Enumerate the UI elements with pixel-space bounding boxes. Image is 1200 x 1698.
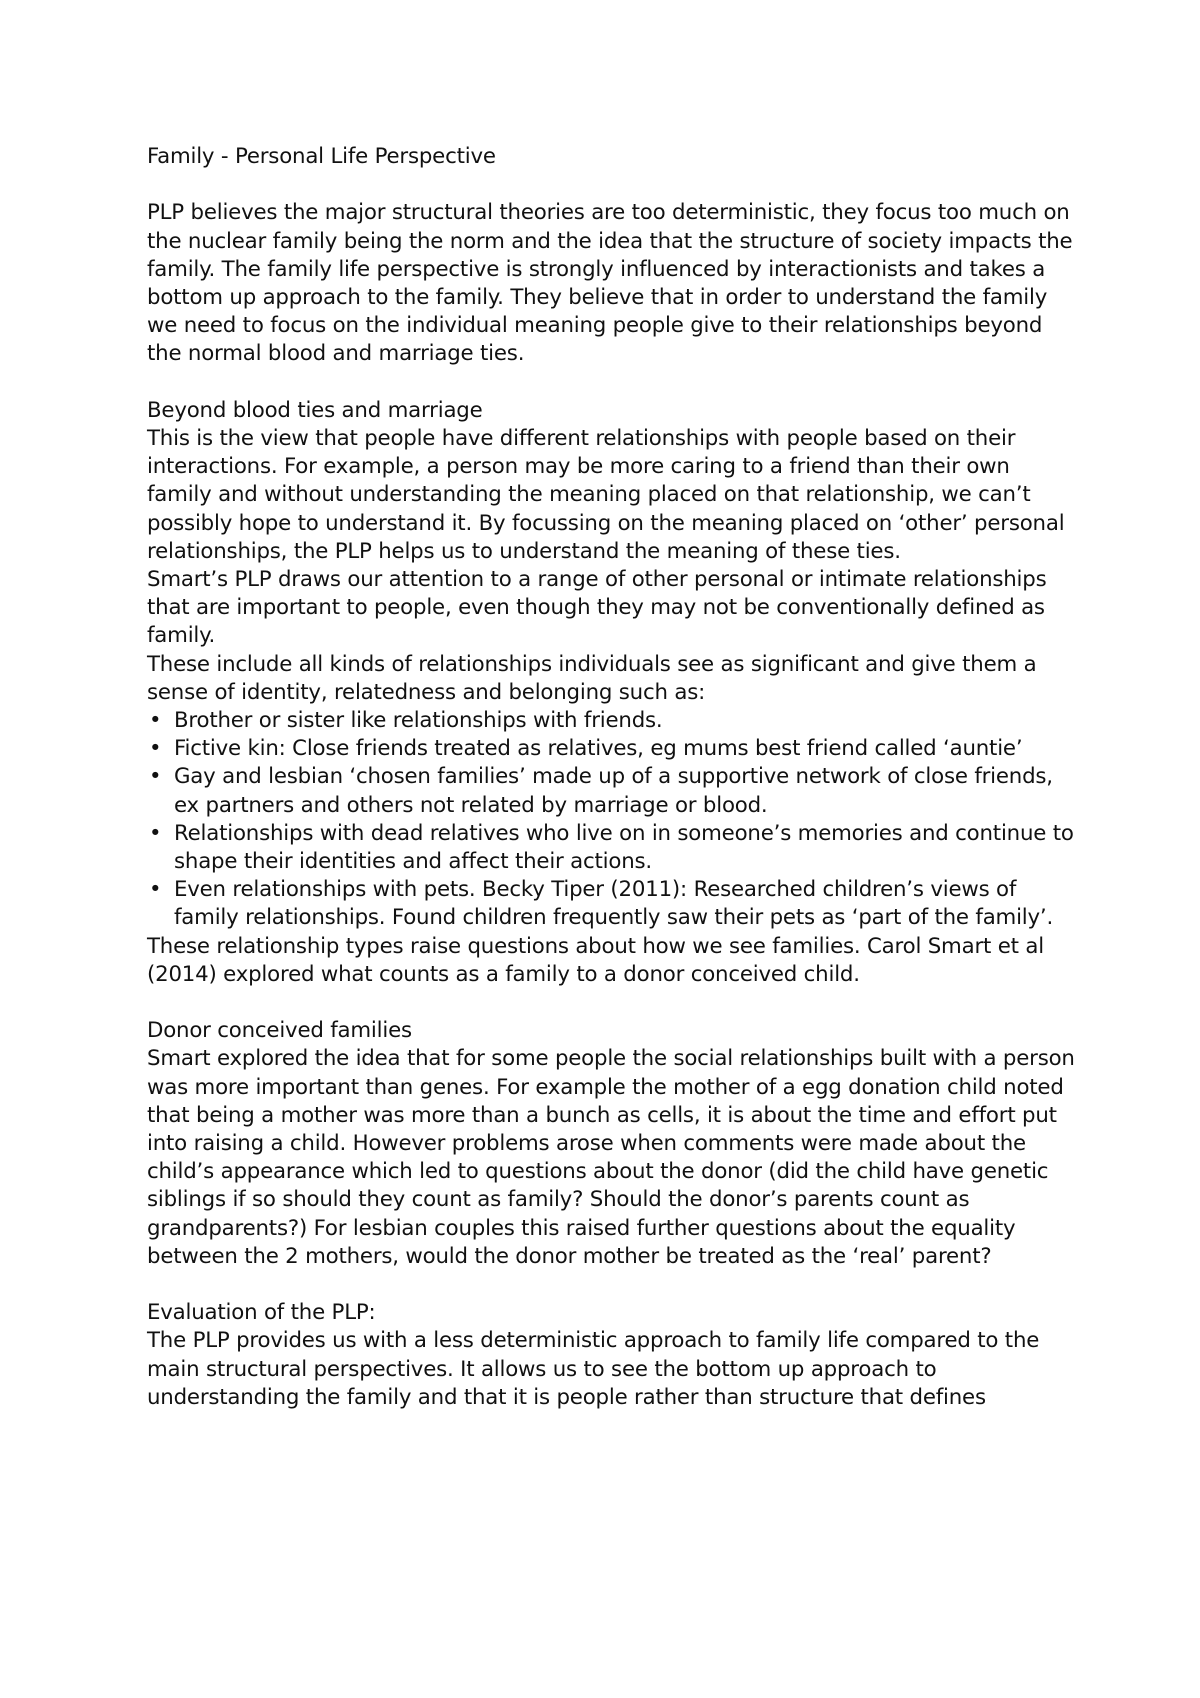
paragraph: These relationship types raise questions about how we see families. Carol Smart et al (2014) explored what counts as a family to a donor conceived child.: [147, 933, 1044, 987]
section-heading: Evaluation of the PLP:: [147, 1300, 376, 1326]
bullet-icon: •: [149, 820, 162, 846]
section-heading: Donor conceived families: [147, 1018, 412, 1044]
list-item: [147, 735, 1077, 763]
bullet-icon: •: [149, 708, 162, 734]
paragraph: These include all kinds of relationships individuals see as significant and give them a sense of identity, relatedness and belonging such as:: [147, 651, 1037, 705]
list-item: [147, 876, 1077, 932]
list-item: [147, 707, 1077, 735]
section-donor-conceived-families: [147, 1017, 1077, 1271]
relationship-list: [147, 707, 1077, 933]
paragraph: Smart explored the idea that for some people the social relationships built with a person was more important than genes. For example the mother of a egg donation child noted that being a mother was more than a bunch as cells, it is about the time and effort put into raising a child. However problems arose when comments were made about the child’s appearance which led to questions about the donor (did the child have genetic siblings if so should they count as family? Should the donor’s parents count as grandparents?) For lesbian couples this raised further questions about the equality between the 2 mothers, would the donor mother be treated as the ‘real’ parent?: [147, 1046, 1075, 1269]
list-item-text: Relationships with dead relatives who live on in someone’s memories and continue to shape their identities and affect their actions.: [174, 820, 1074, 875]
section-beyond-blood-ties: [147, 397, 1077, 989]
bullet-icon: •: [149, 764, 162, 790]
section-heading: Beyond blood ties and marriage: [147, 397, 483, 423]
paragraph: Smart’s PLP draws our attention to a range of other personal or intimate relationships that are important to people, even though they may not be conventionally defined as family.: [147, 567, 1047, 649]
bullet-icon: •: [149, 877, 162, 903]
document-title: Family - Personal Life Perspective: [147, 144, 496, 169]
list-item: [147, 763, 1077, 819]
paragraph: The PLP provides us with a less deterministic approach to family life compared to the main structural perspectives. It allows us to see the bottom up approach to understanding the family and that it is people rather than structure that defines: [147, 1328, 1040, 1410]
intro-paragraph: PLP believes the major structural theories are too deterministic, they focus too much on the nuclear family being the norm and the idea that the structure of society impacts the family. The family life perspective is strongly influenced by interactionists and takes a bottom up approach to the family. They believe that in order to understand the family we need to focus on the individual meaning people give to their relationships beyond the normal blood and marriage ties.: [147, 200, 1073, 367]
list-item: [147, 820, 1077, 876]
document-page: [147, 143, 1077, 1412]
section-evaluation: [147, 1299, 1077, 1412]
list-item-text: Brother or sister like relationships with friends.: [174, 708, 663, 734]
bullet-icon: •: [149, 736, 162, 762]
list-item-text: Fictive kin: Close friends treated as relatives, eg mums best friend called ‘auntie’: [174, 736, 1023, 762]
list-item-text: Gay and lesbian ‘chosen families’ made up of a supportive network of close friends, ex partners and others not related by marriage or blood.: [174, 764, 1053, 818]
paragraph: This is the view that people have different relationships with people based on their interactions. For example, a person may be more caring to a friend than their own family and without understanding the meaning placed on that relationship, we can’t possibly hope to understand it. By focussing on the meaning placed on ‘other’ personal relationships, the PLP helps us to understand the meaning of these ties.: [147, 426, 1065, 564]
list-item-text: Even relationships with pets. Becky Tiper (2011): Researched children’s views of family relationships. Found children frequently saw their pets as ‘part of the family’.: [174, 877, 1054, 931]
